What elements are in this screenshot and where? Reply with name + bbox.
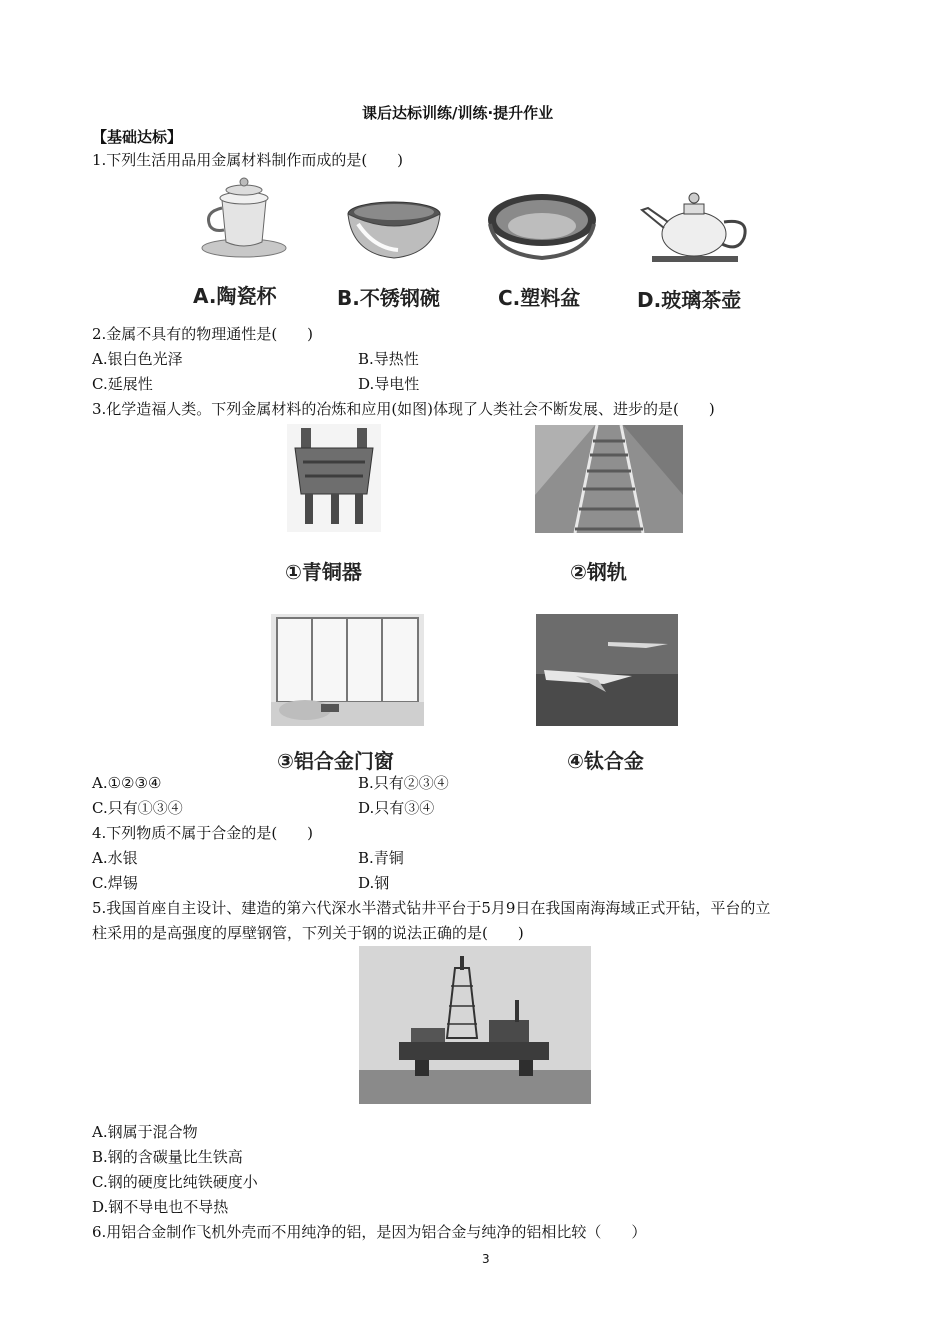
steel-bowl-image [344,200,444,262]
q3-option-a: A.①②③④ [92,774,162,792]
q1-caption-d: D.玻璃茶壶 [637,288,742,312]
q1-caption-b: B.不锈钢碗 [337,286,440,310]
ceramic-cup-image [198,172,290,262]
q1-caption-c: C.塑料盆 [498,286,581,310]
q3-option-c: C.只有①③④ [92,799,183,817]
q4-option-d: D.钢 [358,874,390,892]
q2-stem: 2.金属不具有的物理通性是( ) [92,325,314,343]
q3-caption-2: ②钢轨 [570,560,627,584]
q3-stem: 3.化学造福人类。下列金属材料的冶炼和应用(如图)体现了人类社会不断发展、进步的是( ) [92,400,715,418]
q5-option-b: B.钢的含碳量比生铁高 [92,1148,243,1166]
titanium-jet-image [536,614,678,726]
q5-option-d: D.钢不导电也不导热 [92,1198,229,1216]
q2-option-a: A.银白色光泽 [92,350,183,368]
q3-caption-3: ③铝合金门窗 [277,749,394,773]
page-title: 课后达标训练/训练·提升作业 [362,104,554,122]
q6-stem: 6.用铝合金制作飞机外壳而不用纯净的铝，是因为铝合金与纯净的铝相比较（ ） [92,1223,647,1241]
q2-option-d: D.导电性 [358,375,420,393]
aluminum-window-image [271,614,424,726]
page-number: 3 [482,1252,490,1266]
q4-stem: 4.下列物质不属于合金的是( ) [92,824,314,842]
q5-option-c: C.钢的硬度比纯铁硬度小 [92,1173,258,1191]
q2-option-c: C.延展性 [92,375,153,393]
q4-option-c: C.焊锡 [92,874,138,892]
q5-stem-line2: 柱采用的是高强度的厚壁钢管，下列关于钢的说法正确的是( ) [92,924,524,942]
section-heading: 【基础达标】 [92,128,183,146]
drilling-platform-image [359,946,591,1104]
q1-caption-a: A.陶瓷杯 [193,284,277,308]
q3-option-b: B.只有②③④ [358,774,449,792]
q3-caption-1: ①青铜器 [285,560,362,584]
bronze-vessel-image [287,424,381,532]
q4-option-b: B.青铜 [358,849,404,867]
plastic-basin-image [486,190,598,262]
q5-stem-line1: 5.我国首座自主设计、建造的第六代深水半潜式钻井平台于5月9日在我国南海海域正式开钻，平台的立 [92,899,771,917]
q1-stem: 1.下列生活用品用金属材料制作而成的是( ) [92,151,404,169]
q3-option-d: D.只有③④ [358,799,435,817]
glass-teapot-image [638,188,758,266]
q5-option-a: A.钢属于混合物 [92,1123,198,1141]
q2-option-b: B.导热性 [358,350,419,368]
q3-caption-4: ④钛合金 [567,749,644,773]
steel-rail-image [535,425,683,533]
q4-option-a: A.水银 [92,849,138,867]
